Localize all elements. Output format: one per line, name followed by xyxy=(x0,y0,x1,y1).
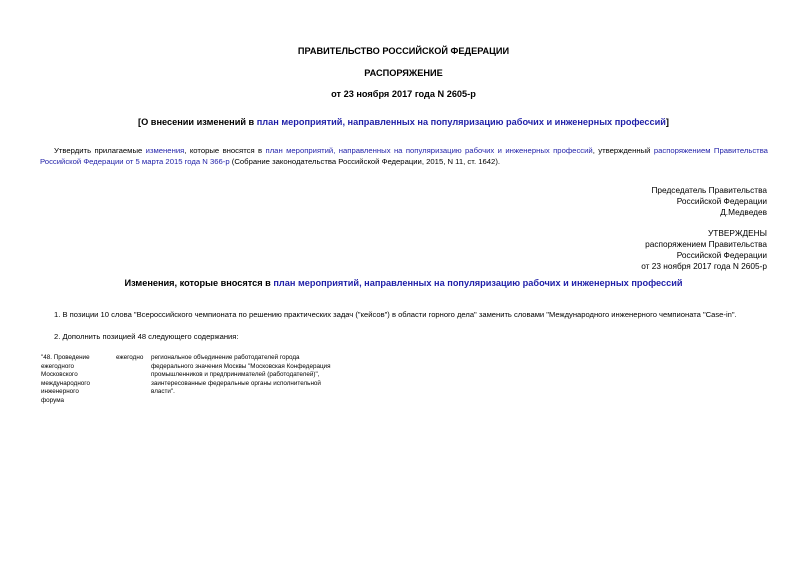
responsible-line: заинтересованные федеральные органы исполнительной xyxy=(151,379,321,387)
responsible-line: федерального значения Москвы "Московская Конфедерация xyxy=(151,362,331,370)
event-line: международного xyxy=(41,379,90,387)
body-text-1: Утвердить прилагаемые xyxy=(54,146,146,155)
title-close: ] xyxy=(665,117,669,127)
approved-date: от 23 ноября 2017 года N 2605-р xyxy=(641,261,767,271)
signature-position: Председатель Правительства xyxy=(651,185,767,195)
event-line: инженерного xyxy=(41,388,79,396)
changes-title-text: Изменения, которые вносятся в xyxy=(124,278,274,288)
changes-title-plan-link[interactable]: план мероприятий, направленных на популяризацию рабочих и инженерных профессий xyxy=(273,278,683,288)
document-title xyxy=(0,117,807,127)
event-line: "48. Проведение xyxy=(41,354,90,361)
title-open: [О внесении изменений в xyxy=(138,117,257,127)
approved-by: распоряжением Правительства xyxy=(645,239,767,249)
body-paragraph xyxy=(40,145,768,167)
table-cell-responsible xyxy=(151,354,361,397)
signature-country: Российской Федерации xyxy=(676,196,767,206)
title-plan-link[interactable]: план мероприятий, направленных на популяризацию рабочих и инженерных профессий xyxy=(256,117,666,127)
plan-link[interactable]: план мероприятий, направленных на популяризацию рабочих и инженерных профессий xyxy=(265,146,593,155)
approved-label: УТВЕРЖДЕНЫ xyxy=(708,228,767,238)
document-type: РАСПОРЯЖЕНИЕ xyxy=(364,68,443,78)
body-text-2: , которые вносятся в xyxy=(184,146,266,155)
approved-block xyxy=(641,228,767,272)
table-cell-period xyxy=(116,354,146,363)
responsible-line: власти". xyxy=(151,388,175,396)
list-item: 2. Дополнить позицией 48 следующего содержания: xyxy=(54,332,239,341)
body-text-3: , утвержденный xyxy=(592,146,654,155)
responsible-line: региональное объединение работодателей города xyxy=(151,354,300,361)
table-cell-event xyxy=(41,354,111,406)
decree-366-link[interactable]: распоряжением Правительства Российской Федерации от 5 марта 2015 года N 366-р xyxy=(40,146,768,166)
body-text-4: (Собрание законодательства Российской Федерации, 2015, N 11, ст. 1642). xyxy=(229,157,501,166)
event-line: ежегодного xyxy=(41,362,74,370)
event-line: форума xyxy=(41,396,65,404)
responsible-line: промышленников и предпринимателей (работодателей)", xyxy=(151,371,320,379)
changes-title xyxy=(0,278,807,288)
list-item: 1. В позиции 10 слова "Всероссийского чемпионата по решению практических задач ("кейсов") в области горного дела" заменить словами "Международного инженерного чемпионата "Case-in". xyxy=(54,310,737,319)
signature-name: Д.Медведев xyxy=(720,207,767,217)
changes-link[interactable]: изменения xyxy=(145,146,185,155)
government-heading: ПРАВИТЕЛЬСТВО РОССИЙСКОЙ ФЕДЕРАЦИИ xyxy=(297,46,510,56)
document-date-number: от 23 ноября 2017 года N 2605-р xyxy=(331,89,476,99)
signature-block xyxy=(651,185,767,218)
period-line: ежегодно xyxy=(116,354,144,361)
approved-country: Российской Федерации xyxy=(676,250,767,260)
event-line: Московского xyxy=(41,371,78,379)
